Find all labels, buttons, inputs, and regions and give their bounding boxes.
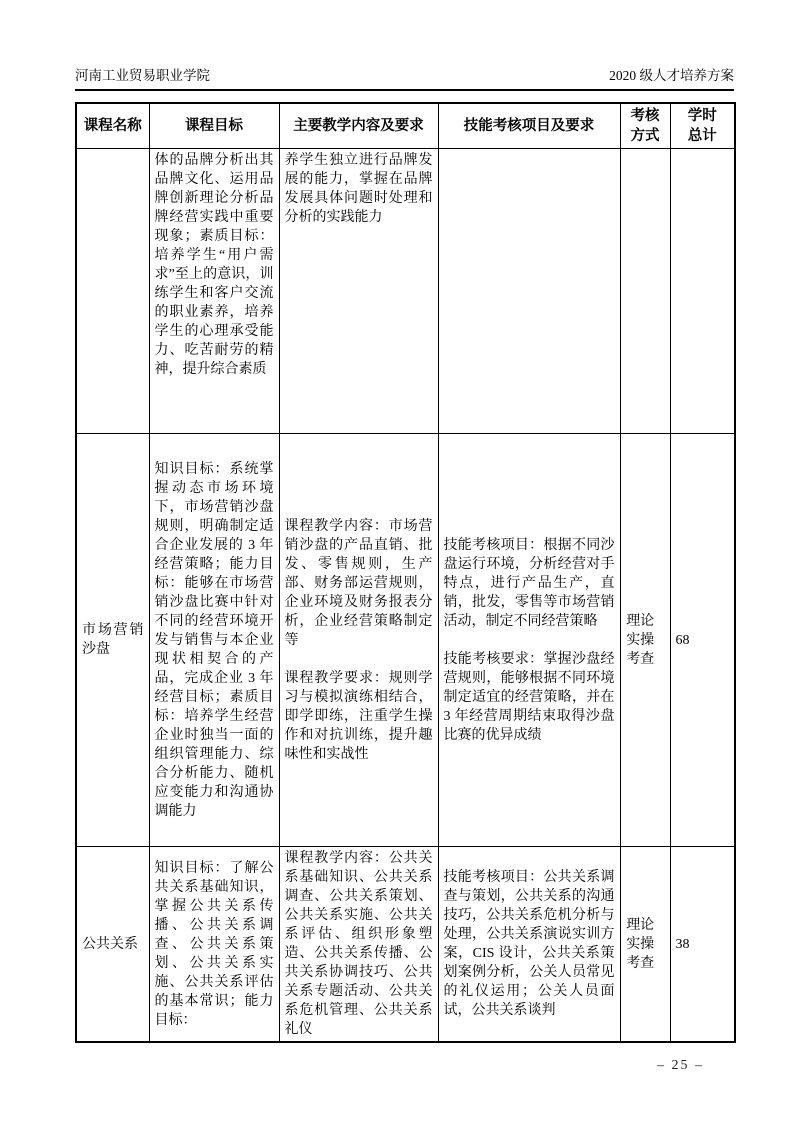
cell-assessment-method	[620, 149, 670, 434]
teaching-content-paragraph: 课程教学内容：市场营销沙盘的产品直销、批发、零售规则，生产部、财务部运营规则，企业环境及财务报表分析，企业经营策略制定等	[284, 518, 433, 648]
curriculum-table	[75, 102, 736, 1043]
col-header-total-hours: 学时总计	[670, 103, 735, 149]
col-header-course-objectives: 课程目标	[149, 103, 279, 149]
header-doc-title: 2020 级人才培养方案	[609, 68, 734, 83]
cell-course-objectives: 知识目标：了解公共关系基础知识，掌握公共关系传播、公共关系调查、公共关系策划、公共关系实施、公共关系评估的基本常识；能力目标：	[149, 847, 279, 1043]
cell-total-hours	[670, 149, 735, 434]
table-row-public-relations	[76, 847, 735, 1043]
page-number: – 25 –	[657, 1058, 704, 1074]
col-header-assessment-method: 考核方式	[620, 103, 670, 149]
cell-course-name: 公共关系	[76, 847, 149, 1043]
cell-course-objectives: 体的品牌分析出其品牌文化、运用品牌创新理论分析品牌经营实践中重要现象；素质目标：培养学生“用户需求”至上的意识，训练学生和客户交流的职业素养，培养学生的心理承受能力、吃苦耐劳的精神，提升综合素质	[149, 149, 279, 434]
table-row-continuation	[76, 149, 735, 434]
table-row-marketing-sandbox	[76, 434, 735, 847]
cell-total-hours: 38	[670, 847, 735, 1043]
cell-teaching-content: 养学生独立进行品牌发展的能力，掌握在品牌发展具体问题时处理和分析的实践能力	[279, 149, 438, 434]
cell-assessment-method: 理论实操考查	[620, 847, 670, 1043]
col-header-teaching-content: 主要教学内容及要求	[279, 103, 438, 149]
teaching-requirement-paragraph: 课程教学要求：规则学习与模拟演练相结合，即学即练，注重学生操作和对抗训练，提升趣味性和实战性	[284, 670, 433, 762]
cell-course-objectives: 知识目标：系统掌握动态市场环境下，市场营销沙盘规则，明确制定适合企业发展的 3 年经营策略；能力目标：能够在市场营销沙盘比赛中针对不同的经营环境开发与销售与本企业现状相契合的产品，完成企业 3 年经营目标；素质目标：培养学生经营企业时独当一面的组织管理能力、综合分析能力、随机应变能力和沟通协调能力	[149, 434, 279, 847]
page	[75, 0, 734, 1074]
cell-teaching-content: 课程教学内容：公共关系基础知识、公共关系调查、公共关系策划、公共关系实施、公共关系评估、组织形象塑造、公共关系传播、公共关系协调技巧、公共关系专题活动、公共关系危机管理、公共关系礼仪	[279, 847, 438, 1043]
cell-course-name	[76, 149, 149, 434]
assessment-item-paragraph: 技能考核项目：根据不同沙盘运行环境，分析经营对手特点，进行产品生产，直销，批发，零售等市场营销活动，制定不同经营策略	[443, 537, 615, 629]
cell-assessment-method: 理论实操考查	[620, 434, 670, 847]
col-header-course-name: 课程名称	[76, 103, 149, 149]
table-header-row	[76, 103, 735, 149]
cell-skill-assessment	[438, 149, 620, 434]
col-header-skill-assessment: 技能考核项目及要求	[438, 103, 620, 149]
page-header	[75, 0, 734, 91]
assessment-requirement-paragraph: 技能考核要求：掌握沙盘经营规则，能够根据不同环境制定适宜的经营策略，并在 3 年经营周期结束取得沙盘比赛的优异成绩	[443, 651, 615, 743]
cell-skill-assessment	[438, 434, 620, 847]
cell-skill-assessment: 技能考核项目：公共关系调查与策划，公共关系的沟通技巧，公共关系危机分析与处理，公共关系演说实训方案，CIS 设计，公共关系策划案例分析，公关人员常见的礼仪运用；公关人员面试，公共关系谈判	[438, 847, 620, 1043]
cell-total-hours: 68	[670, 434, 735, 847]
cell-teaching-content	[279, 434, 438, 847]
cell-course-name: 市场营销沙盘	[76, 434, 149, 847]
header-school-name: 河南工业贸易职业学院	[75, 68, 210, 83]
